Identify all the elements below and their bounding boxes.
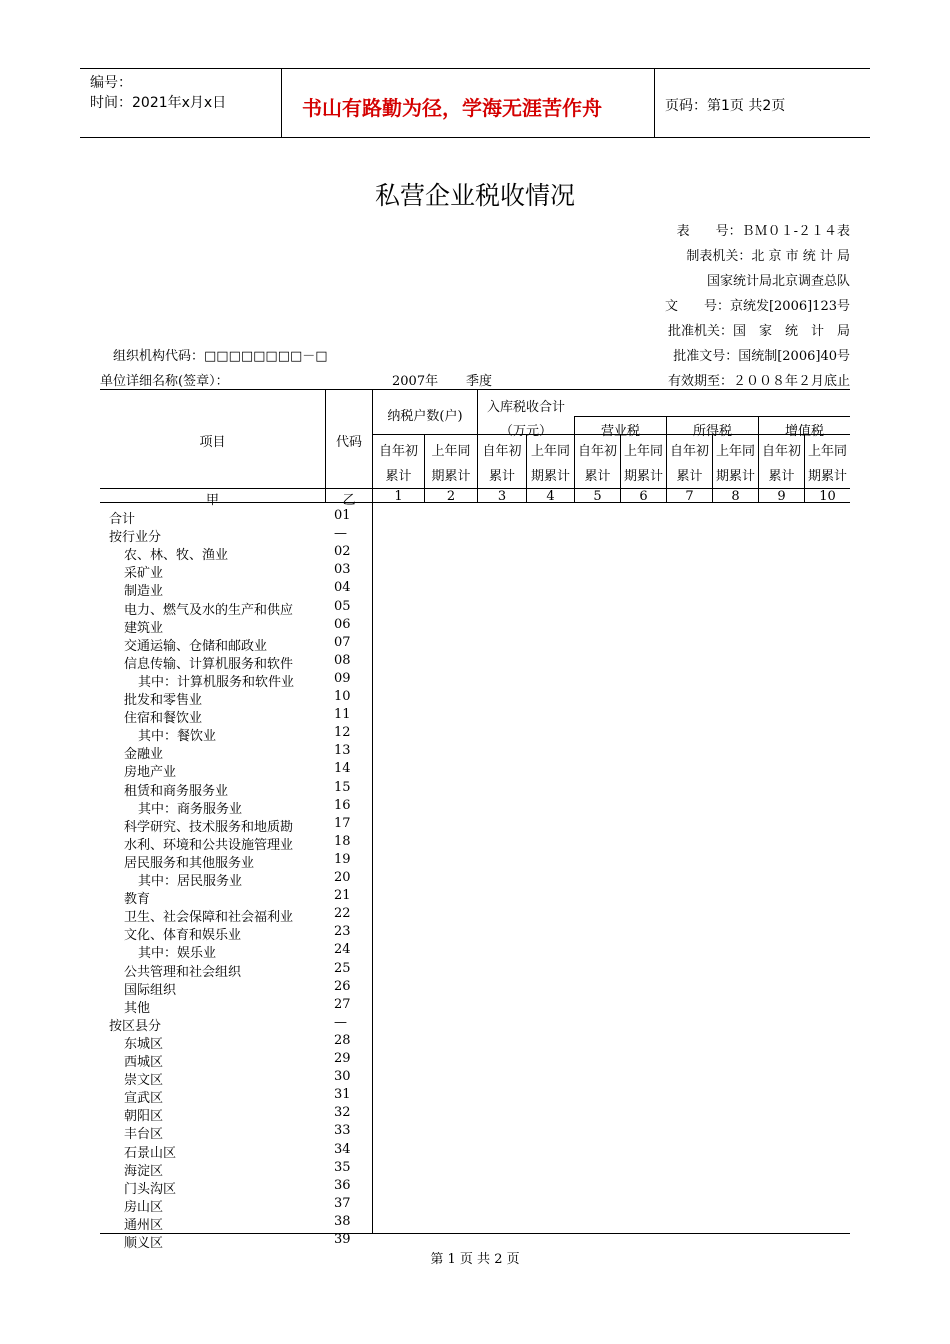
table-row-label: 制造业 <box>124 584 164 599</box>
table-row-code: 35 <box>334 1160 351 1175</box>
subcol-header-line2: 累计 <box>385 469 412 484</box>
col-number: 5 <box>593 489 602 504</box>
table-top-border <box>100 389 850 390</box>
approval-number: 批准文号：国统制[2006]40号 <box>673 349 850 364</box>
col-header-taxpayers: 纳税户数(户) <box>387 409 463 424</box>
subcol-header-line2: 累计 <box>584 469 611 484</box>
col-header-vat: 增值税 <box>784 424 824 439</box>
subcol-header-line2: 期累计 <box>431 469 471 484</box>
subcol-header-line1: 自年初 <box>378 444 418 459</box>
table-row-label: 其中：计算机服务和软件业 <box>138 675 295 690</box>
table-row-label: 西城区 <box>124 1055 164 1070</box>
col-header-code: 代码 <box>335 435 362 450</box>
subcol-header-line1: 上年同 <box>431 444 471 459</box>
table-row-code: 15 <box>334 780 351 795</box>
table-row-label: 其中：居民服务业 <box>138 874 243 889</box>
issuing-authority: 制表机关：北 京 市 统 计 局 <box>686 249 850 264</box>
table-row-code: 30 <box>334 1069 351 1084</box>
subcol-header-line2: 累计 <box>676 469 703 484</box>
col-header-item: 项目 <box>199 435 226 450</box>
table-row-label: 门头沟区 <box>124 1182 177 1197</box>
table-row-label: 合计 <box>109 512 136 527</box>
table-row-label: 建筑业 <box>124 621 164 636</box>
table-row-code: 21 <box>334 888 351 903</box>
table-row-code: 09 <box>334 671 351 686</box>
header-divider <box>281 69 282 137</box>
table-row-label: 其中：商务服务业 <box>138 802 243 817</box>
table-row-label: 信息传输、计算机服务和软件 <box>124 657 294 672</box>
header-number: 编号： <box>90 75 132 91</box>
table-row-label: 宣武区 <box>124 1091 164 1106</box>
table-row-label: 交通运输、仓储和邮政业 <box>124 639 268 654</box>
form-number: 表 号：ＢＭ０１-２１４表 <box>676 224 850 239</box>
table-row-label: 公共管理和社会组织 <box>124 965 242 980</box>
table-row-label: 其他 <box>124 1001 151 1016</box>
col-number: 9 <box>777 489 786 504</box>
subcol-header-line2: 累计 <box>488 469 515 484</box>
subcol-header-line2: 累计 <box>768 469 795 484</box>
subcol-header-line1: 上年同 <box>715 444 755 459</box>
table-row-label: 丰台区 <box>124 1127 164 1142</box>
subcol-header-line2: 期累计 <box>530 469 570 484</box>
subcol-header-line1: 上年同 <box>530 444 570 459</box>
table-row-code: 20 <box>334 870 351 885</box>
col-header-unit: （万元） <box>499 424 552 439</box>
document-number: 文 号：京统发[2006]123号 <box>664 299 850 314</box>
survey-team: 国家统计局北京调查总队 <box>706 274 850 289</box>
col-border <box>372 389 373 1234</box>
table-row-code: 12 <box>334 725 351 740</box>
table-row-code: 36 <box>334 1178 351 1193</box>
table-row-code: 13 <box>334 743 351 758</box>
table-row-code: — <box>334 1015 347 1030</box>
table-row-label: 按行业分 <box>109 530 162 545</box>
table-row-code: 25 <box>334 961 351 976</box>
col-label-yi: 乙 <box>342 493 356 508</box>
table-row-label: 卫生、社会保障和社会福利业 <box>124 910 294 925</box>
subcol-header-line1: 上年同 <box>807 444 847 459</box>
table-row-code: 01 <box>334 508 351 523</box>
header-divider <box>654 69 655 137</box>
header-time: 时间：2021年x月x日 <box>90 95 227 111</box>
subcol-header-line1: 自年初 <box>482 444 522 459</box>
table-row-code: 17 <box>334 816 351 831</box>
table-row-label: 石景山区 <box>124 1146 177 1161</box>
table-row-label: 居民服务和其他服务业 <box>124 856 255 871</box>
table-row-label: 东城区 <box>124 1037 164 1052</box>
page-title: 私营企业税收情况 <box>374 181 575 210</box>
table-row-label: 电力、燃气及水的生产和供应 <box>124 603 294 618</box>
table-row-code: 08 <box>334 653 351 668</box>
header-page: 页码：第1页 共2页 <box>665 98 786 114</box>
table-row-label: 按区县分 <box>109 1019 162 1034</box>
table-row-code: 06 <box>334 617 351 632</box>
col-label-jia: 甲 <box>205 493 219 508</box>
subcol-header-line2: 期累计 <box>807 469 847 484</box>
table-row-code: 37 <box>334 1196 351 1211</box>
table-row-label: 水利、环境和公共设施管理业 <box>124 838 294 853</box>
subcol-header-line1: 自年初 <box>669 444 709 459</box>
table-row-label: 其中：娱乐业 <box>138 946 217 961</box>
org-code-label: 组织机构代码：□□□□□□□□－□ <box>113 349 328 364</box>
group-border <box>574 416 850 417</box>
table-row-code: 14 <box>334 761 351 776</box>
col-number: 7 <box>685 489 694 504</box>
table-row-code: 32 <box>334 1105 351 1120</box>
table-row-label: 教育 <box>124 892 151 907</box>
table-row-code: 05 <box>334 599 351 614</box>
col-header-income-tax: 所得税 <box>692 424 732 439</box>
valid-until: 有效期至：２００８年２月底止 <box>667 374 850 389</box>
table-row-label: 顺义区 <box>124 1236 164 1251</box>
table-row-label: 金融业 <box>124 747 164 762</box>
table-row-code: 16 <box>334 798 351 813</box>
table-row-label: 房地产业 <box>124 765 177 780</box>
col-number: 3 <box>497 489 507 504</box>
table-row-code: — <box>334 526 347 541</box>
subcol-header-line2: 期累计 <box>715 469 755 484</box>
report-quarter: 季度 <box>466 374 493 389</box>
col-number: 10 <box>819 489 836 504</box>
table-row-code: 10 <box>334 689 351 704</box>
table-row-code: 24 <box>334 942 351 957</box>
subcol-header-line2: 期累计 <box>623 469 663 484</box>
page-footer: 第 1 页 共 2 页 <box>430 1252 520 1267</box>
table-row-code: 22 <box>334 906 351 921</box>
table-row-label: 房山区 <box>124 1200 164 1215</box>
table-row-code: 27 <box>334 997 351 1012</box>
table-row-label: 采矿业 <box>124 566 164 581</box>
table-row-code: 04 <box>334 580 351 595</box>
table-row-code: 34 <box>334 1142 351 1157</box>
table-row-label: 通州区 <box>124 1218 164 1233</box>
table-row-code: 29 <box>334 1051 351 1066</box>
table-row-label: 朝阳区 <box>124 1109 164 1124</box>
col-number: 6 <box>639 489 648 504</box>
table-row-label: 住宿和餐饮业 <box>124 711 203 726</box>
table-row-code: 19 <box>334 852 351 867</box>
table-row-code: 38 <box>334 1214 351 1229</box>
table-row-code: 26 <box>334 979 351 994</box>
table-row-code: 23 <box>334 924 351 939</box>
table-row-label: 其中：餐饮业 <box>138 729 217 744</box>
table-row-label: 租赁和商务服务业 <box>124 784 229 799</box>
table-row-label: 农、林、牧、渔业 <box>124 548 229 563</box>
table-row-code: 18 <box>334 834 351 849</box>
table-row-code: 02 <box>334 544 351 559</box>
table-row-code: 39 <box>334 1232 351 1247</box>
subcol-header-line1: 自年初 <box>577 444 617 459</box>
col-number: 1 <box>394 489 403 504</box>
table-row-code: 28 <box>334 1033 351 1048</box>
table-row-code: 03 <box>334 562 351 577</box>
table-row-label: 国际组织 <box>124 983 177 998</box>
col-number: 2 <box>446 489 456 504</box>
col-header-business-tax: 营业税 <box>600 424 640 439</box>
table-row-code: 31 <box>334 1087 351 1102</box>
report-year: 2007年 <box>392 374 439 389</box>
table-row-label: 崇文区 <box>124 1073 164 1088</box>
col-header-tax-total: 入库税收合计 <box>486 400 565 415</box>
table-row-code: 33 <box>334 1123 351 1138</box>
header-motto: 书山有路勤为径，学海无涯苦作舟 <box>302 96 602 120</box>
approval-authority: 批准机关：国 家 统 计 局 <box>667 324 850 339</box>
subcol-header-line1: 自年初 <box>761 444 801 459</box>
table-row-code: 07 <box>334 635 351 650</box>
col-number: 8 <box>731 489 740 504</box>
subcol-header-line1: 上年同 <box>623 444 663 459</box>
table-row-code: 11 <box>334 707 351 722</box>
table-row-label: 批发和零售业 <box>124 693 203 708</box>
col-number: 4 <box>546 489 555 504</box>
unit-name-label: 单位详细名称(签章）： <box>100 374 229 389</box>
table-row-label: 科学研究、技术服务和地质勘 <box>124 820 294 835</box>
table-row-label: 海淀区 <box>124 1164 164 1179</box>
table-row-label: 文化、体育和娱乐业 <box>124 928 242 943</box>
